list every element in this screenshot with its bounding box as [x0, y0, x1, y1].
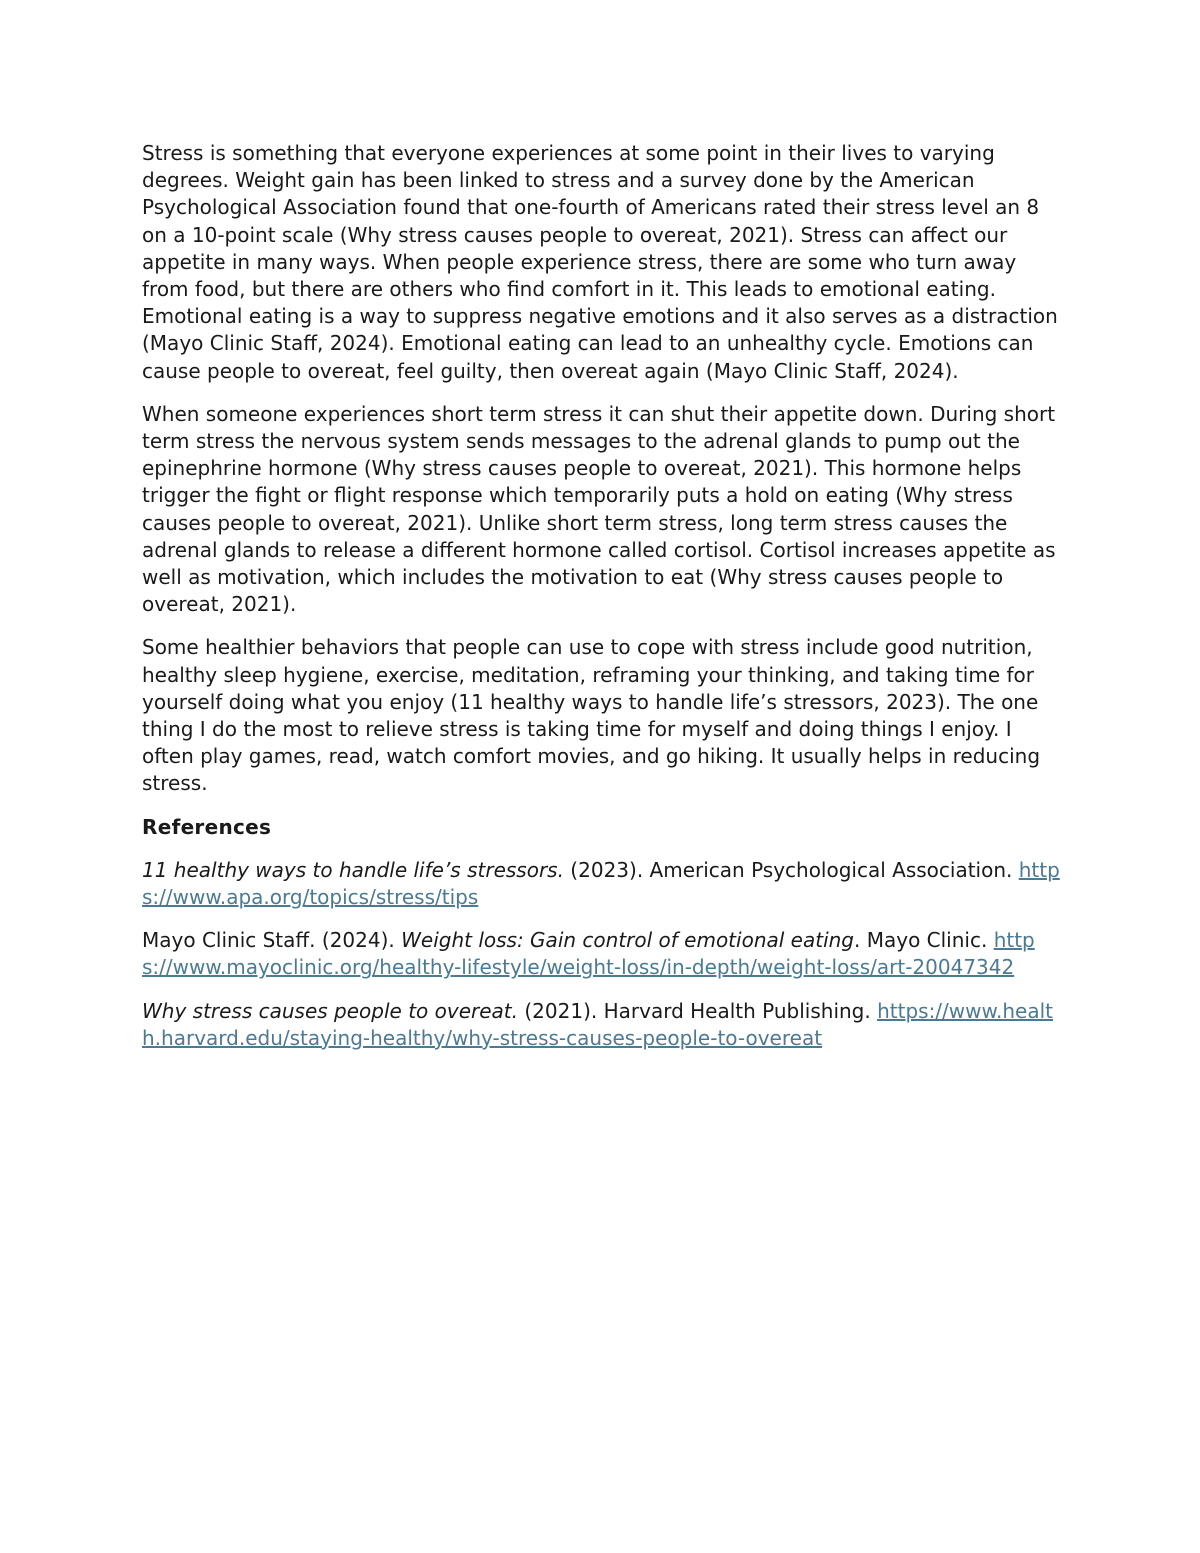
reference-1-link[interactable]: https://www.apa.org/topics/stress/tips	[142, 857, 1060, 910]
reference-1-title: 11 healthy ways to handle life’s stressors.	[142, 857, 564, 882]
reference-3	[142, 998, 1062, 1052]
reference-2-title: Weight loss: Gain control of emotional eating	[401, 928, 854, 953]
reference-2-author: Mayo Clinic Staff. (2024).	[142, 928, 402, 953]
document-page	[142, 140, 1062, 1068]
body-paragraph-3: Some healthier behaviors that people can use to cope with stress include good nutrition, healthy sleep hygiene, exercise, meditation, reframing your thinking, and taking time for yourself doing what you enjoy (11 healthy ways to handle life’s stressors, 2023). The one thing I do the most to relieve stress is taking time for myself and doing things I enjoy. I often play games, read, watch comfort movies, and go hiking. It usually helps in reducing stress.	[142, 635, 1041, 796]
body-paragraph-1: Stress is something that everyone experiences at some point in their lives to varying degrees. Weight gain has been linked to stress and a survey done by the American Psychological Association found that one-fourth of Americans rated their stress level an 8 on a 10-point scale (Why stress causes people to overeat, 2021). Stress can affect our appetite in many ways. When people experience stress, there are some who turn away from food, but there are others who find comfort in it. This leads to emotional eating. Emotional eating is a way to suppress negative emotions and it also serves as a distraction (Mayo Clinic Staff, 2024). Emotional eating can lead to an unhealthy cycle. Emotions can cause people to overeat, feel guilty, then overeat again (Mayo Clinic Staff, 2024).	[142, 141, 1058, 383]
reference-1	[142, 857, 1062, 911]
reference-1-publisher: (2023). American Psychological Association.	[563, 857, 1019, 882]
reference-2-link[interactable]: https://www.mayoclinic.org/healthy-lifestyle/weight-loss/in-depth/weight-loss/art-20047342	[142, 928, 1035, 980]
reference-2-publisher: . Mayo Clinic.	[854, 928, 994, 953]
reference-3-link[interactable]: https://www.health.harvard.edu/staying-healthy/why-stress-causes-people-to-overeat	[142, 998, 1054, 1050]
references-heading: References	[142, 814, 272, 839]
reference-3-title: Why stress causes people to overeat.	[142, 998, 519, 1023]
reference-3-publisher: (2021). Harvard Health Publishing.	[518, 998, 878, 1023]
body-paragraph-2: When someone experiences short term stress it can shut their appetite down. During short term stress the nervous system sends messages to the adrenal glands to pump out the epinephrine hormone (Why stress causes people to overeat, 2021). This hormone helps trigger the fight or flight response which temporarily puts a hold on eating (Why stress causes people to overeat, 2021). Unlike short term stress, long term stress causes the adrenal glands to release a different hormone called cortisol. Cortisol increases appetite as well as motivation, which includes the motivation to eat (Why stress causes people to overeat, 2021).	[142, 401, 1056, 617]
reference-2	[142, 927, 1062, 981]
